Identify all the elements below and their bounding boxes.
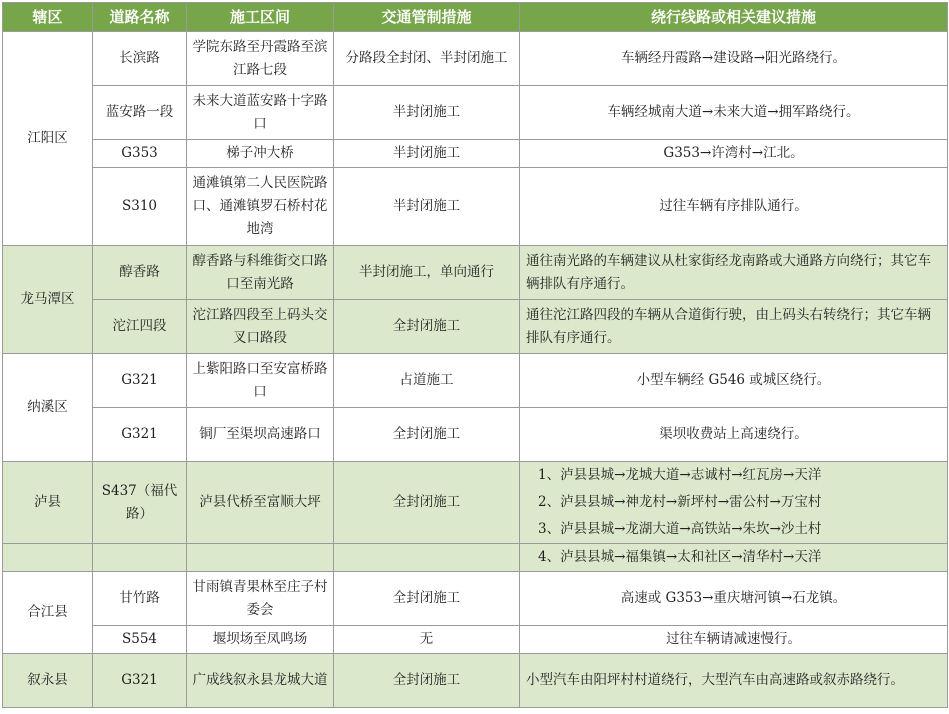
- header-control: 交通管制措施: [334, 3, 520, 32]
- district-cell: 龙马潭区: [3, 246, 93, 354]
- control-cell: 半封闭施工，单向通行: [334, 246, 520, 300]
- detour-cell: 车辆经丹霞路→建设路→阳光路绕行。: [520, 32, 948, 86]
- section-cell: 梯子冲大桥: [187, 140, 334, 168]
- detour-cell: 渠坝收费站上高速绕行。: [520, 408, 948, 462]
- road-cell: G353: [93, 140, 187, 168]
- control-cell: 全封闭施工: [334, 462, 520, 544]
- control-cell: 全封闭施工: [334, 300, 520, 354]
- table-row: [3, 168, 948, 246]
- section-cell: 醇香路与科维街交口路口至南光路: [187, 246, 334, 300]
- detour-cell: 过往车辆请减速慢行。: [520, 626, 948, 654]
- detour-cell: 小型汽车由阳坪村村道绕行，大型汽车由高速路或叙赤路绕行。: [520, 654, 948, 708]
- section-cell: 未来大道蓝安路十字路口: [187, 86, 334, 140]
- road-cell: 长滨路: [93, 32, 187, 86]
- road-cell: S310: [93, 168, 187, 246]
- road-cell-empty: [93, 544, 187, 572]
- table-row: [3, 354, 948, 408]
- district-cell: 合江县: [3, 572, 93, 654]
- district-cell-empty: [3, 544, 93, 572]
- table-row: [3, 572, 948, 626]
- control-cell-empty: [334, 544, 520, 572]
- table-header-row: [3, 3, 948, 32]
- section-cell: 堰坝场至凤鸣场: [187, 626, 334, 654]
- road-cell: 蓝安路一段: [93, 86, 187, 140]
- detour-route-item: 2、泸县县城→神龙村→新坪村→雷公村→万宝村: [538, 494, 822, 510]
- table-row: [3, 654, 948, 708]
- section-cell: 学院东路至丹霞路至滨江路七段: [187, 32, 334, 86]
- table-row: [3, 626, 948, 654]
- header-section: 施工区间: [187, 3, 334, 32]
- road-cell: G321: [93, 408, 187, 462]
- control-cell: 半封闭施工: [334, 86, 520, 140]
- section-cell-empty: [187, 544, 334, 572]
- detour-route-item: 1、泸县县城→龙城大道→志诚村→红瓦房→天洋: [538, 467, 822, 483]
- section-cell: 铜厂至渠坝高速路口: [187, 408, 334, 462]
- detour-cell: 车辆经城南大道→未来大道→拥军路绕行。: [520, 86, 948, 140]
- control-cell: 全封闭施工: [334, 408, 520, 462]
- control-cell: 全封闭施工: [334, 654, 520, 708]
- district-cell: 叙永县: [3, 654, 93, 708]
- table-row: [3, 462, 948, 544]
- table-row: [3, 300, 948, 354]
- header-detour: 绕行线路或相关建议措施: [520, 3, 948, 32]
- control-cell: 全封闭施工: [334, 572, 520, 626]
- district-cell: 江阳区: [3, 32, 93, 246]
- detour-cell: 小型车辆经 G546 或城区绕行。: [520, 354, 948, 408]
- road-cell: S554: [93, 626, 187, 654]
- control-cell: 半封闭施工: [334, 168, 520, 246]
- section-cell: 广成线叙永县龙城大道: [187, 654, 334, 708]
- detour-cell: 通往南光路的车辆建议从杜家街经龙南路或大通路方向绕行；其它车辆排队有序通行。: [520, 246, 948, 300]
- road-cell: 甘竹路: [93, 572, 187, 626]
- control-cell: 无: [334, 626, 520, 654]
- section-cell: 泸县代桥至富顺大坪: [187, 462, 334, 544]
- road-cell: 沱江四段: [93, 300, 187, 354]
- traffic-control-table: [2, 2, 948, 708]
- control-cell: 占道施工: [334, 354, 520, 408]
- road-cell: G321: [93, 654, 187, 708]
- control-cell: 分路段全封闭、半封闭施工: [334, 32, 520, 86]
- section-cell: 通滩镇第二人民医院路口、通滩镇罗石桥村花地湾: [187, 168, 334, 246]
- table-row: [3, 246, 948, 300]
- table-row: [3, 544, 948, 572]
- road-cell: G321: [93, 354, 187, 408]
- table-row: [3, 408, 948, 462]
- detour-route-item: 4、泸县县城→福集镇→太和社区→清华村→天洋: [520, 544, 948, 572]
- detour-cell: G353→许湾村→江北。: [520, 140, 948, 168]
- district-cell: 泸县: [3, 462, 93, 544]
- road-cell: 醇香路: [93, 246, 187, 300]
- table-row: [3, 86, 948, 140]
- section-cell: 上紫阳路口至安富桥路口: [187, 354, 334, 408]
- header-district: 辖区: [3, 3, 93, 32]
- detour-list-cell: [520, 462, 948, 544]
- detour-cell: 通往沱江路四段的车辆从合道街行驶，由上码头右转绕行；其它车辆排队有序通行。: [520, 300, 948, 354]
- district-cell: 纳溪区: [3, 354, 93, 462]
- section-cell: 沱江路四段至上码头交叉口路段: [187, 300, 334, 354]
- detour-route-item: 3、泸县县城→龙湖大道→高铁站→朱坎→沙土村: [538, 521, 822, 537]
- header-road: 道路名称: [93, 3, 187, 32]
- table-row: [3, 32, 948, 86]
- detour-cell: 过往车辆有序排队通行。: [520, 168, 948, 246]
- section-cell: 甘雨镇青果林至庄子村委会: [187, 572, 334, 626]
- detour-cell: 高速或 G353→重庆塘河镇→石龙镇。: [520, 572, 948, 626]
- table-row: [3, 140, 948, 168]
- control-cell: 半封闭施工: [334, 140, 520, 168]
- road-cell: S437（福代路）: [93, 462, 187, 544]
